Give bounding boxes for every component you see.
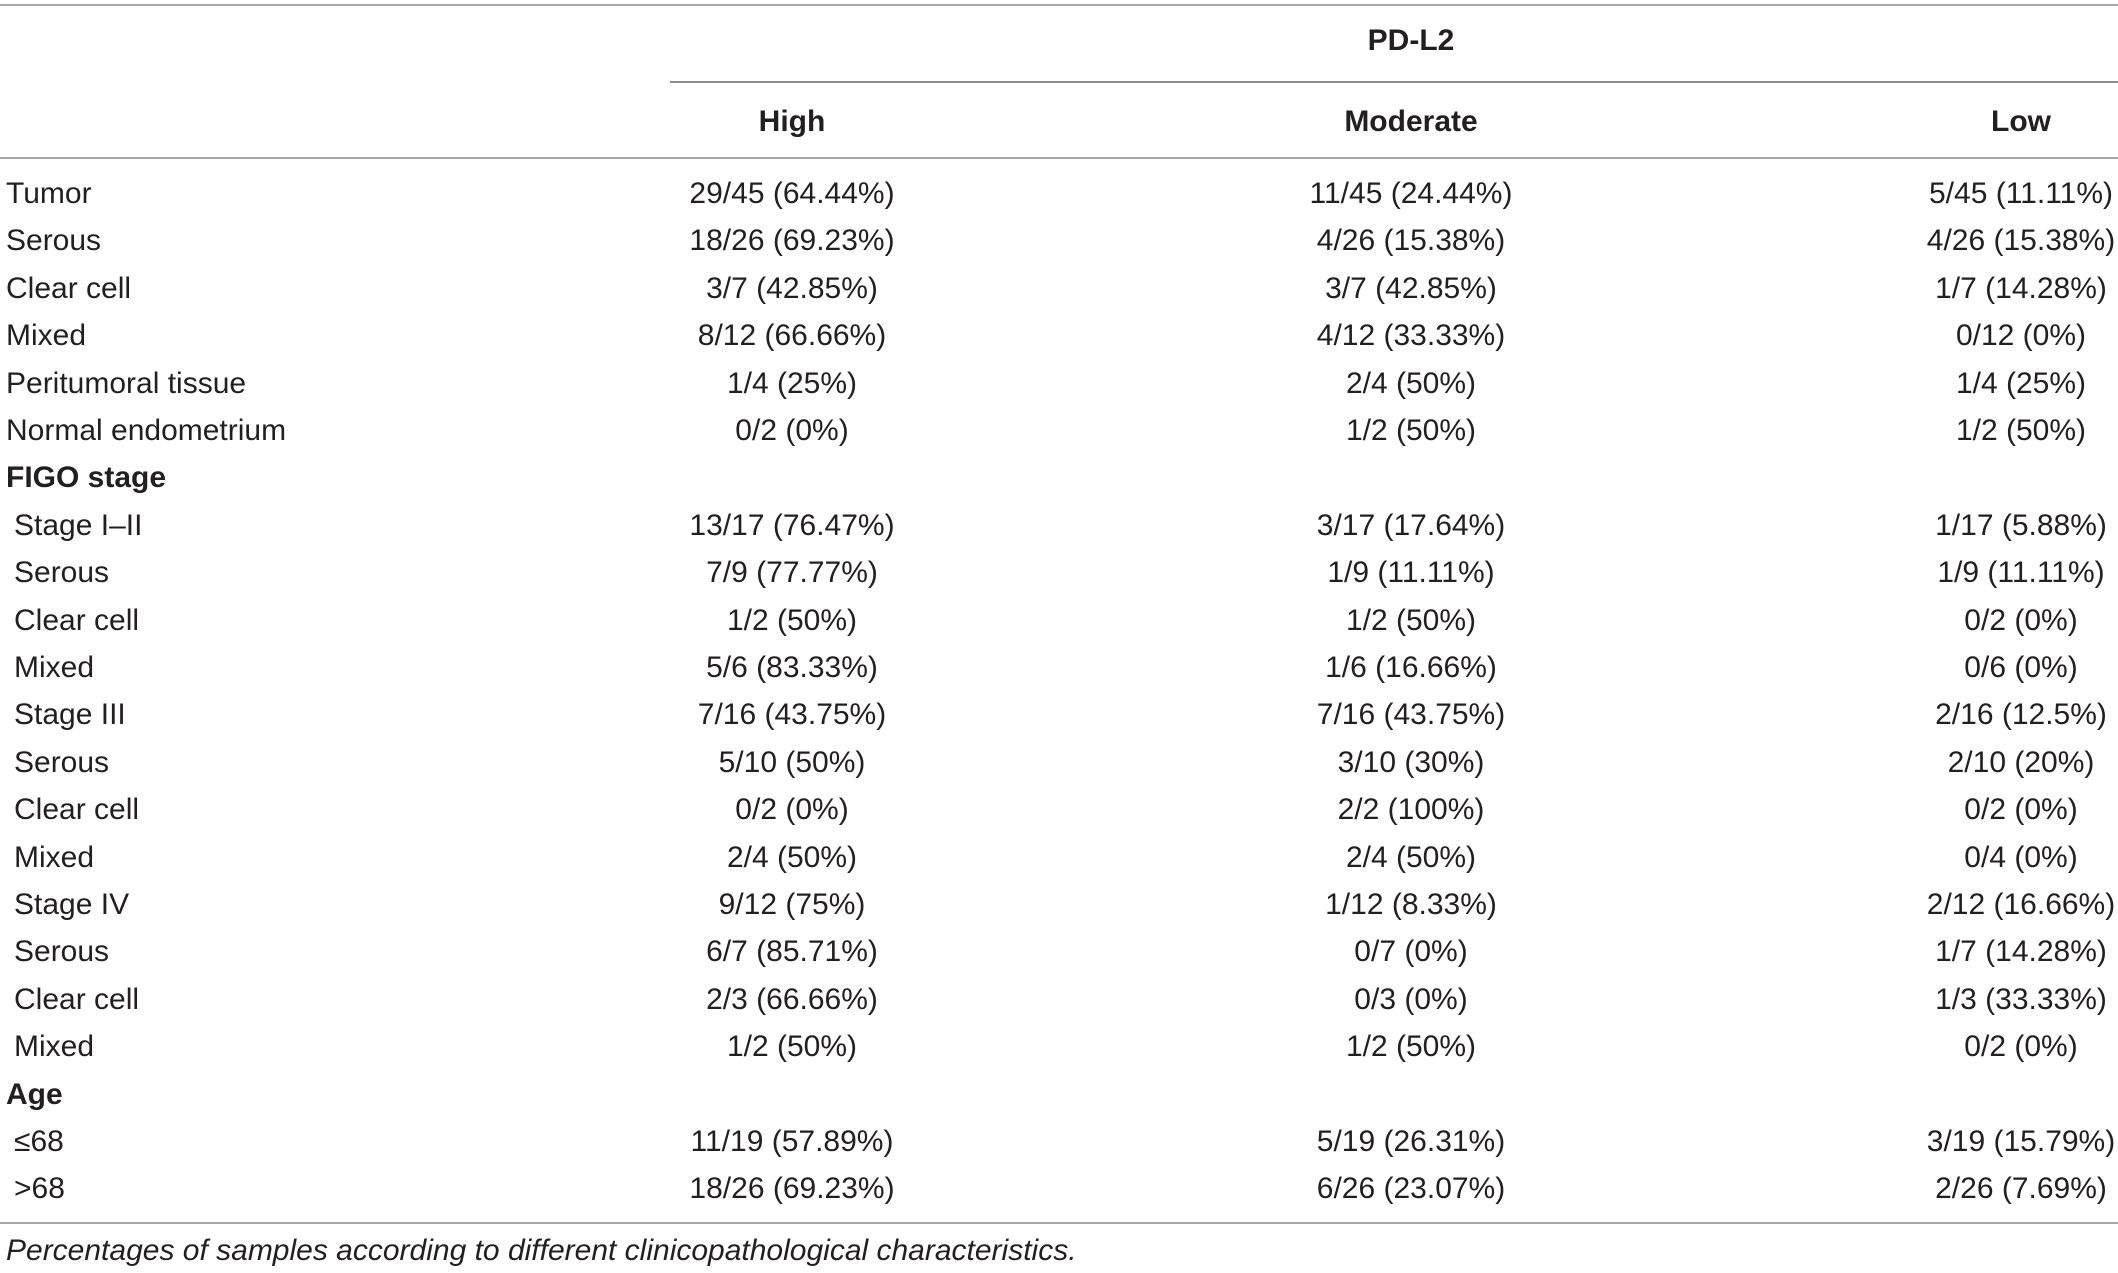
table-cell: 18/26 (69.23%) (689, 1172, 895, 1205)
table-cell: 0/2 (0%) (1964, 1030, 2078, 1063)
row-label: Mixed (14, 841, 95, 874)
row-label: Mixed (14, 1030, 95, 1063)
row-label: Stage IV (14, 888, 130, 921)
row-label: Serous (14, 746, 110, 779)
table-cell: 1/2 (50%) (1345, 604, 1477, 637)
table-cell: 3/19 (15.79%) (1926, 1125, 2116, 1158)
table-cell: 1/7 (14.28%) (1935, 935, 2107, 968)
row-label: Serous (14, 935, 110, 968)
table-cell: 1/2 (50%) (726, 1030, 858, 1063)
table-cell: 1/2 (50%) (1345, 414, 1477, 447)
table-cell: 18/26 (69.23%) (689, 224, 895, 257)
table-cell: 1/2 (50%) (1955, 414, 2087, 447)
table-cell: 1/12 (8.33%) (1325, 888, 1497, 921)
table-cell: 2/4 (50%) (1345, 841, 1477, 874)
table-cell: 5/10 (50%) (718, 746, 866, 779)
table-cell: 0/2 (0%) (1964, 793, 2078, 826)
table-cell: 7/9 (77.77%) (706, 556, 878, 589)
table-cell: 3/10 (30%) (1337, 746, 1485, 779)
table-cell: 2/26 (7.69%) (1935, 1172, 2107, 1205)
table-cell: 11/19 (57.89%) (690, 1125, 894, 1158)
table-cell: 1/4 (25%) (1955, 367, 2087, 400)
table-cell: 2/12 (16.66%) (1926, 888, 2116, 921)
table-cell: 2/4 (50%) (726, 841, 858, 874)
table-cell: 5/19 (26.31%) (1316, 1125, 1506, 1158)
table-cell: 11/45 (24.44%) (1309, 177, 1513, 210)
table-cell: 1/9 (11.11%) (1937, 556, 2105, 589)
table-cell: 8/12 (66.66%) (697, 319, 887, 352)
table-cell: 4/26 (15.38%) (1926, 224, 2116, 257)
row-label: Mixed (14, 651, 95, 684)
table-cell: 1/2 (50%) (726, 604, 858, 637)
table-cell: 1/9 (11.11%) (1327, 556, 1495, 589)
table-cell: 0/12 (0%) (1955, 319, 2087, 352)
row-label: Mixed (6, 319, 87, 352)
table-cell: 6/26 (23.07%) (1316, 1172, 1506, 1205)
row-label: Stage III (14, 698, 126, 731)
table-cell: 3/7 (42.85%) (1325, 272, 1497, 305)
table-cell: 4/12 (33.33%) (1316, 319, 1506, 352)
table-cell: 0/2 (0%) (735, 414, 849, 447)
table-cell: 4/26 (15.38%) (1316, 224, 1506, 257)
table-cell: 2/10 (20%) (1947, 746, 2095, 779)
column-header-low: Low (1991, 105, 2051, 138)
table-cell: 9/12 (75%) (718, 888, 866, 921)
row-label: Clear cell (14, 604, 140, 637)
table-cell: 2/16 (12.5%) (1935, 698, 2107, 731)
group-header-pdl2: PD-L2 (1367, 24, 1455, 57)
table-cell: 5/45 (11.11%) (1929, 177, 2113, 210)
table-cell: 29/45 (64.44%) (689, 177, 895, 210)
top-rule (0, 4, 2118, 6)
row-label: Normal endometrium (6, 414, 287, 447)
table-cell: 1/2 (50%) (1345, 1030, 1477, 1063)
row-label: Peritumoral tissue (6, 367, 247, 400)
section-label: FIGO stage (6, 461, 167, 494)
header-rule (0, 157, 2118, 159)
row-label: Tumor (6, 177, 92, 210)
table-cell: 0/7 (0%) (1354, 935, 1468, 968)
table-footnote: Percentages of samples according to different clinicopathological characteristics. (6, 1234, 1077, 1267)
table-cell: 1/4 (25%) (726, 367, 858, 400)
table-cell: 6/7 (85.71%) (706, 935, 878, 968)
table-cell: 2/4 (50%) (1345, 367, 1477, 400)
row-label: ≤68 (14, 1125, 64, 1158)
table-cell: 13/17 (76.47%) (689, 509, 895, 542)
table-cell: 0/6 (0%) (1964, 651, 2078, 684)
row-label: >68 (14, 1172, 65, 1205)
table-cell: 0/4 (0%) (1964, 841, 2078, 874)
column-header-moderate: Moderate (1344, 105, 1478, 138)
table-cell: 3/17 (17.64%) (1316, 509, 1506, 542)
table-cell: 0/2 (0%) (1964, 604, 2078, 637)
table-cell: 3/7 (42.85%) (706, 272, 878, 305)
table-cell: 1/3 (33.33%) (1935, 983, 2107, 1016)
column-header-high: High (758, 105, 826, 138)
table-cell: 5/6 (83.33%) (706, 651, 878, 684)
table-cell: 2/3 (66.66%) (706, 983, 878, 1016)
row-label: Stage I–II (14, 509, 143, 542)
row-label: Serous (6, 224, 102, 257)
table-cell: 1/7 (14.28%) (1935, 272, 2107, 305)
row-label: Clear cell (6, 272, 132, 305)
table-cell: 0/3 (0%) (1354, 983, 1468, 1016)
row-label: Clear cell (14, 983, 140, 1016)
table-cell: 0/2 (0%) (735, 793, 849, 826)
section-label: Age (6, 1078, 63, 1111)
row-label: Clear cell (14, 793, 140, 826)
table-cell: 1/17 (5.88%) (1935, 509, 2107, 542)
bottom-rule (0, 1222, 2118, 1224)
row-label: Serous (14, 556, 110, 589)
table-cell: 2/2 (100%) (1337, 793, 1485, 826)
table-cell: 1/6 (16.66%) (1325, 651, 1497, 684)
group-header-rule (670, 81, 2118, 83)
table-cell: 7/16 (43.75%) (697, 698, 887, 731)
table-cell: 7/16 (43.75%) (1316, 698, 1506, 731)
